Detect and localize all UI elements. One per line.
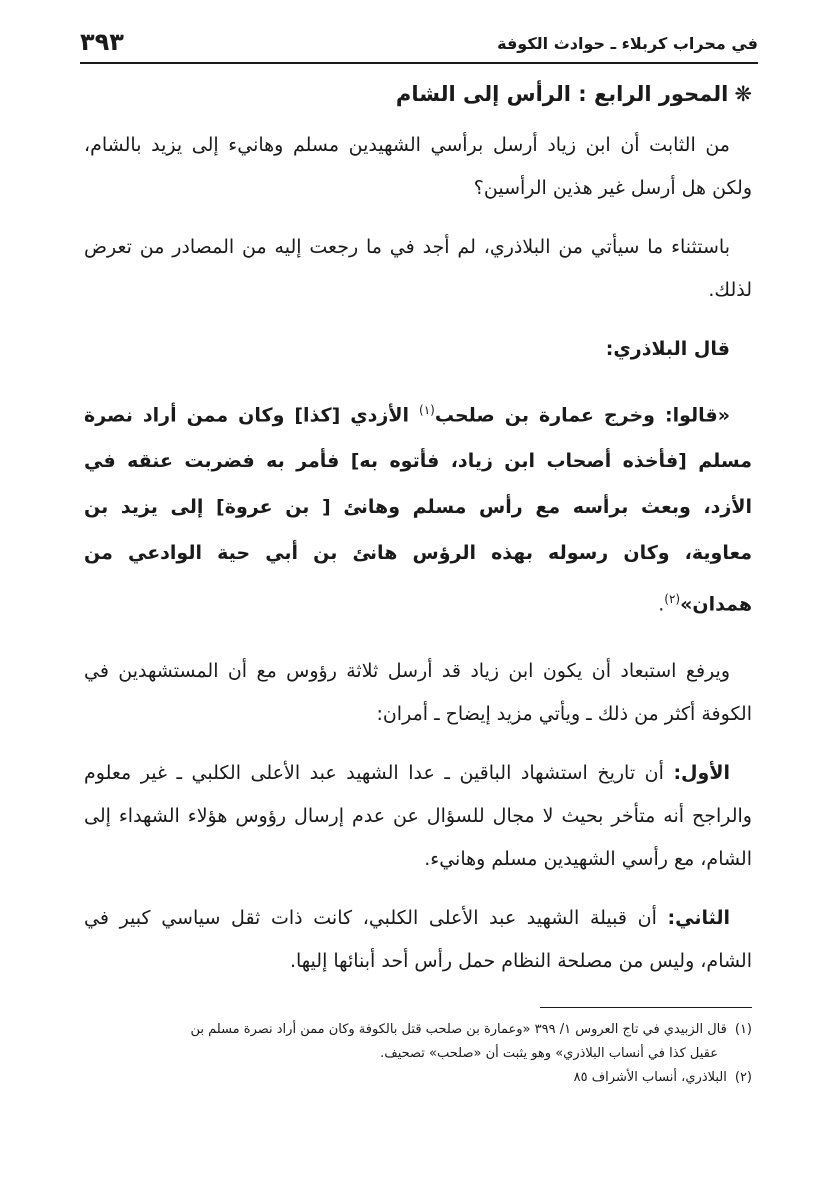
running-title: في محراب كربلاء ـ حوادث الكوفة [497,34,758,53]
footnote-1 [84,1018,752,1042]
paragraph-4: ويرفع استبعاد أن يكون ابن زياد قد أرسل ثلاثة رؤوس مع أن المستشهدين في الكوفة أكثر من ذلك ـ ويأتي مزيد إيضاح ـ أمران: [84,659,752,725]
paragraph-5 [84,752,752,881]
paragraph-2: باستثناء ما سيأتي من البلاذري، لم أجد في ما رجعت إليه من المصادر من تعرض لذلك. [84,236,752,301]
footnote-rule [540,1007,752,1008]
section-heading-text: المحور الرابع : الرأس إلى الشام [395,82,729,106]
paragraph-5-text: أن تاريخ استشهاد الباقين ـ عدا الشهيد عبد الأعلى الكلبي ـ غير معلوم والراجح أنه متأخر بحيث لا مجال للسؤال عن عدم إرسال رؤوس هؤلاء الشهداء إلى الشام، مع رأسي الشهيدين مسلم وهانيء. [84,761,752,870]
footnotes [84,1018,752,1090]
quote-part-a: «قالوا: وخرج عمارة بن صلحب [434,404,730,427]
footnote-1-number: (١) [734,1022,752,1037]
quote-end: . [658,593,665,616]
header-rule [80,62,758,64]
asterism-icon: ❋ [734,82,752,106]
paragraph-6-lead: الثاني: [667,906,730,929]
footnote-1-continued: عقيل كذا في أنساب البلاذري» وهو يثبت أن «صلحب» تصحيف. [380,1046,718,1061]
page-body [84,82,752,999]
footnote-2 [84,1066,752,1090]
quote-part-b: الأزدي [كذا] وكان ممن أراد نصرة مسلم [فأخذه أصحاب ابن زياد، فأتوه به] فأمر به فضربت عنقه في الأزد، وبعث برأسه مع رأس مسلم وهانئ [ بن عروة] إلى يزيد بن معاوية، وكان رسوله بهذه الرؤس هانئ بن أبي حية الوادعي من همدان» [84,404,752,616]
paragraph-6-text: أن قبيلة الشهيد عبد الأعلى الكلبي، كانت ذات ثقل سياسي كبير في الشام، وليس من مصلحة النظام حمل رأس أحد أبنائها إليها. [84,906,752,972]
paragraph-6 [84,897,752,983]
paragraph-1: من الثابت أن ابن زياد أرسل برأسي الشهيدين مسلم وهانيء إلى يزيد بالشام، ولكن هل أرسل غير هذين الرأسين؟ [84,134,752,199]
page-header [80,28,758,64]
page-number: ٣٩٣ [80,28,124,56]
paragraph-5-lead: الأول: [673,761,730,784]
footnote-ref-2: (٢) [664,592,681,607]
footnote-2-number: (٢) [734,1070,752,1085]
section-heading [84,82,752,106]
footnote-1-text: قال الزبيدي في تاج العروس ١/ ٣٩٩ «وعمارة بن صلحب قتل بالكوفة وكان ممن أراد نصرة مسلم بن [190,1022,727,1037]
footnote-2-text: البلاذري، أنساب الأشراف ٨٥ [573,1070,727,1085]
paragraph-3 [84,328,752,371]
quotation-block [84,387,752,628]
quote-intro: قال البلاذري: [605,338,730,360]
footnote-ref-1: (١) [419,403,435,417]
